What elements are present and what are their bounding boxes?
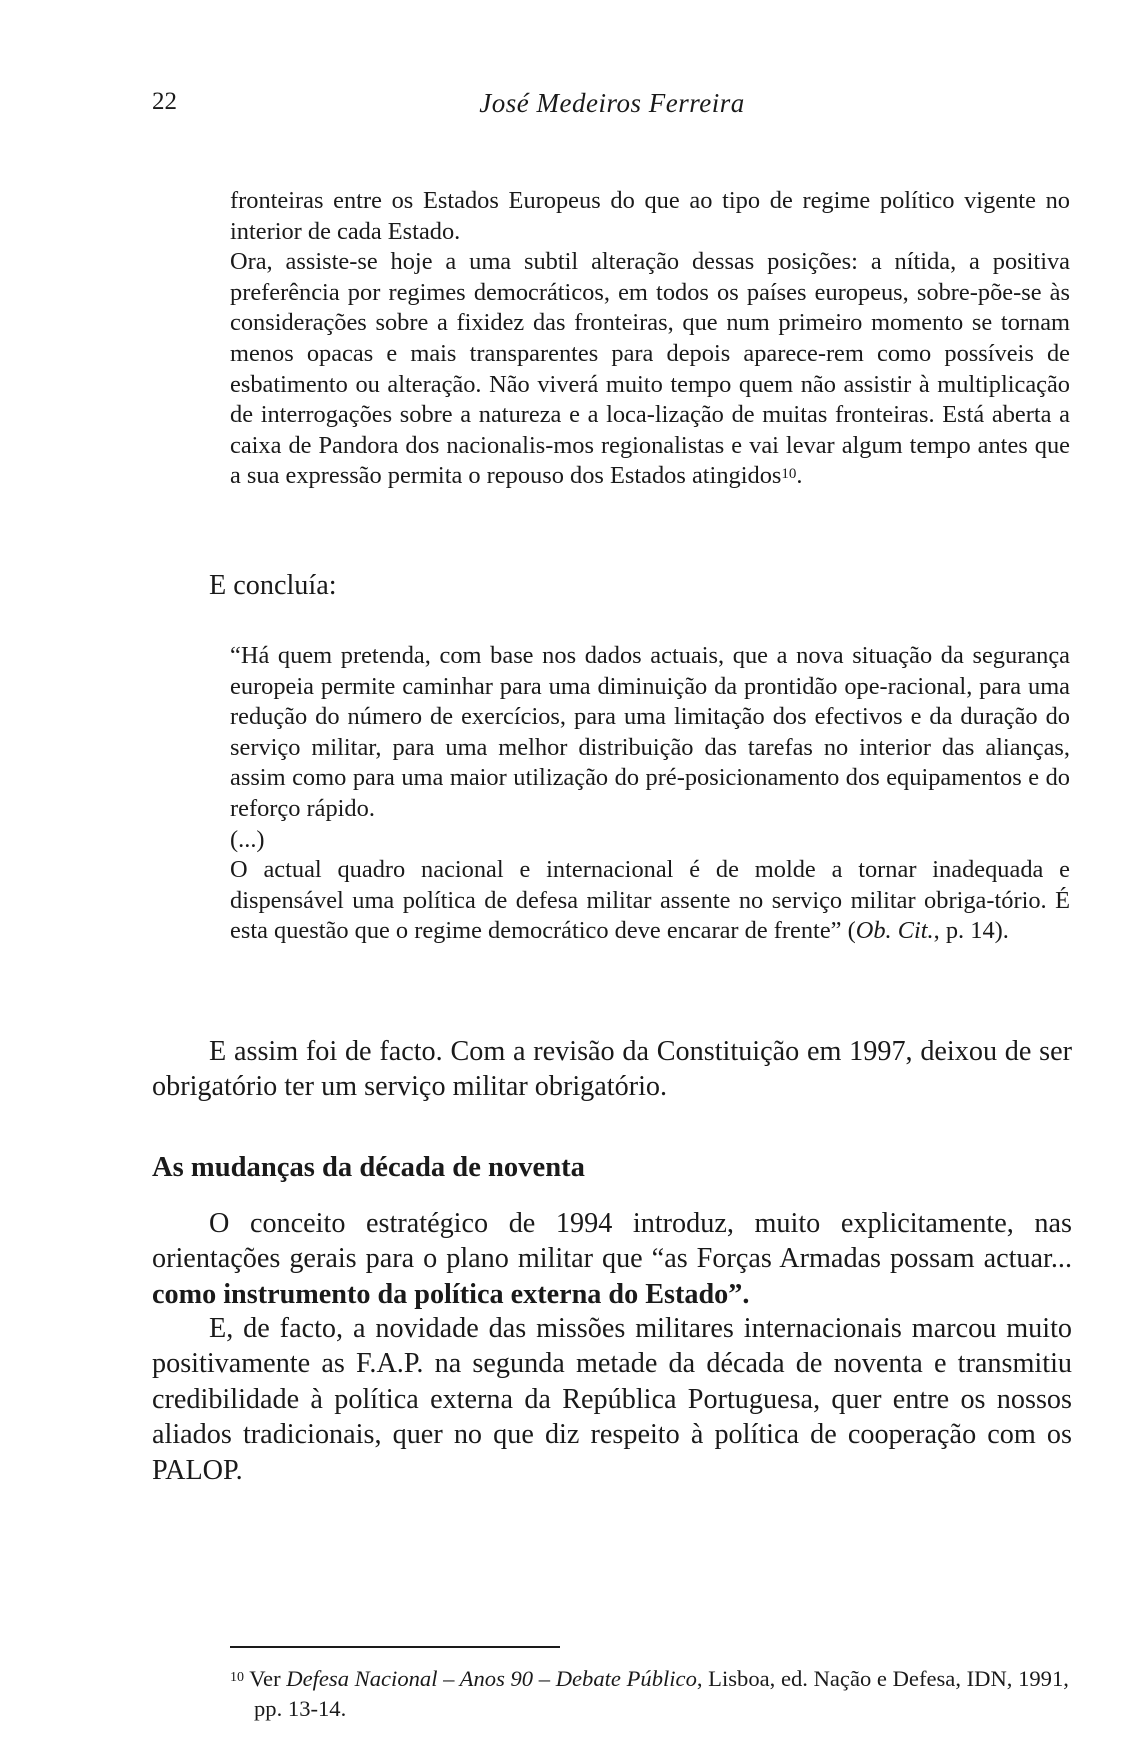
footnote-divider bbox=[230, 1646, 560, 1648]
running-head: José Medeiros Ferreira bbox=[479, 88, 745, 118]
footnote-mark: 10 bbox=[230, 1670, 244, 1685]
citation-open: ( bbox=[847, 917, 856, 945]
paragraph-1-text: E assim foi de facto. Com a revisão da Constituição em 1997, deixou de ser obrigatório ter um serviço militar obrigatório. bbox=[152, 1036, 1072, 1103]
quote-1-paragraph bbox=[230, 247, 1070, 492]
footnote bbox=[230, 1664, 1070, 1724]
block-quote-1 bbox=[230, 186, 1070, 492]
footnote-reference[interactable]: 10 bbox=[781, 466, 797, 483]
citation-rest: , p. 14). bbox=[933, 917, 1009, 945]
paragraph-2-text: O conceito estratégico de 1994 introduz, muito explicitamente, nas orientações gerais para o plano militar que “as Forças Armadas possam actuar... bbox=[152, 1208, 1072, 1275]
page-number: 22 bbox=[152, 88, 177, 115]
page-header bbox=[152, 88, 1072, 128]
quote-1-end: . bbox=[796, 462, 803, 490]
paragraph-2-wrap bbox=[152, 1206, 1072, 1312]
quote-1-text: Ora, assiste-se hoje a uma subtil alteração dessas posições: a nítida, a positiva preferência por regimes democráticos, em todos os países europeus, sobre-põe-se às considerações sobre a fixidez das fronteiras, que num primeiro momento se tornam menos opacas e mais transparentes para depois aparece-rem como possíveis de esbatimento ou alteração. Não viverá muito tempo quem não assistir à multiplicação de interrogações sobre a natureza e a loca-lização de muitas fronteiras. Está aberta a caixa de Pandora dos nacionalis-mos regionalistas e vai levar algum tempo antes que a sua expressão permita o repouso dos Estados atingidos bbox=[230, 248, 1070, 490]
body-paragraph-1 bbox=[152, 1034, 1072, 1105]
paragraph-3-text: E, de facto, a novidade das missões militares internacionais marcou muito positivamente as F.A.P. na segunda metade da década de noventa e transmitiu credibilidade à política externa da República Portuguesa, quer entre os nossos aliados tradicionais, quer no que diz respeito à política de cooperação com os PALOP. bbox=[152, 1313, 1072, 1486]
section-heading: As mudanças da década de noventa bbox=[152, 1152, 585, 1183]
body-paragraph-3 bbox=[152, 1311, 1072, 1488]
quote-2-text-2: O actual quadro nacional e internacional é de molde a tornar inadequada e dispensável uma política de defesa militar assente no serviço militar obriga-tório. É esta questão que o regime democrático deve encarar de frente” bbox=[230, 856, 1070, 945]
footnote-title: Defesa Nacional – Anos 90 – Debate Público bbox=[286, 1666, 697, 1691]
footnote-suffix: , Lisboa, ed. Nação e Defesa, IDN, 1991, bbox=[696, 1666, 1069, 1691]
footnote-prefix: Ver bbox=[249, 1666, 287, 1691]
paragraph-2-bold: como instrumento da política externa do Estado”. bbox=[152, 1278, 750, 1310]
quote-1-opening: fronteiras entre os Estados Europeus do que ao tipo de regime político vigente no interior de cada Estado. bbox=[230, 187, 1070, 245]
body-paragraph-2 bbox=[152, 1206, 1072, 1312]
block-quote-2 bbox=[230, 641, 1070, 947]
quote-2-ellipsis: (...) bbox=[230, 825, 265, 853]
footnote-pages: pp. 13-14. bbox=[254, 1696, 347, 1721]
intro-line: E concluía: bbox=[209, 570, 337, 601]
quote-2-text-2-para bbox=[230, 855, 1070, 947]
quote-2-text-1: “Há quem pretenda, com base nos dados actuais, que a nova situação da segurança europeia permite caminhar para uma diminuição da prontidão ope-racional, para uma redução do número de exercícios, para uma limitação dos efectivos e da duração do serviço militar, para uma melhor distribuição das tarefas no interior das alianças, assim como para uma maior utilização do pré-posicionamento dos equipamentos e do reforço rápido. bbox=[230, 642, 1070, 822]
citation-title: Ob. Cit. bbox=[855, 917, 934, 945]
footnote-line-1 bbox=[230, 1664, 1070, 1694]
